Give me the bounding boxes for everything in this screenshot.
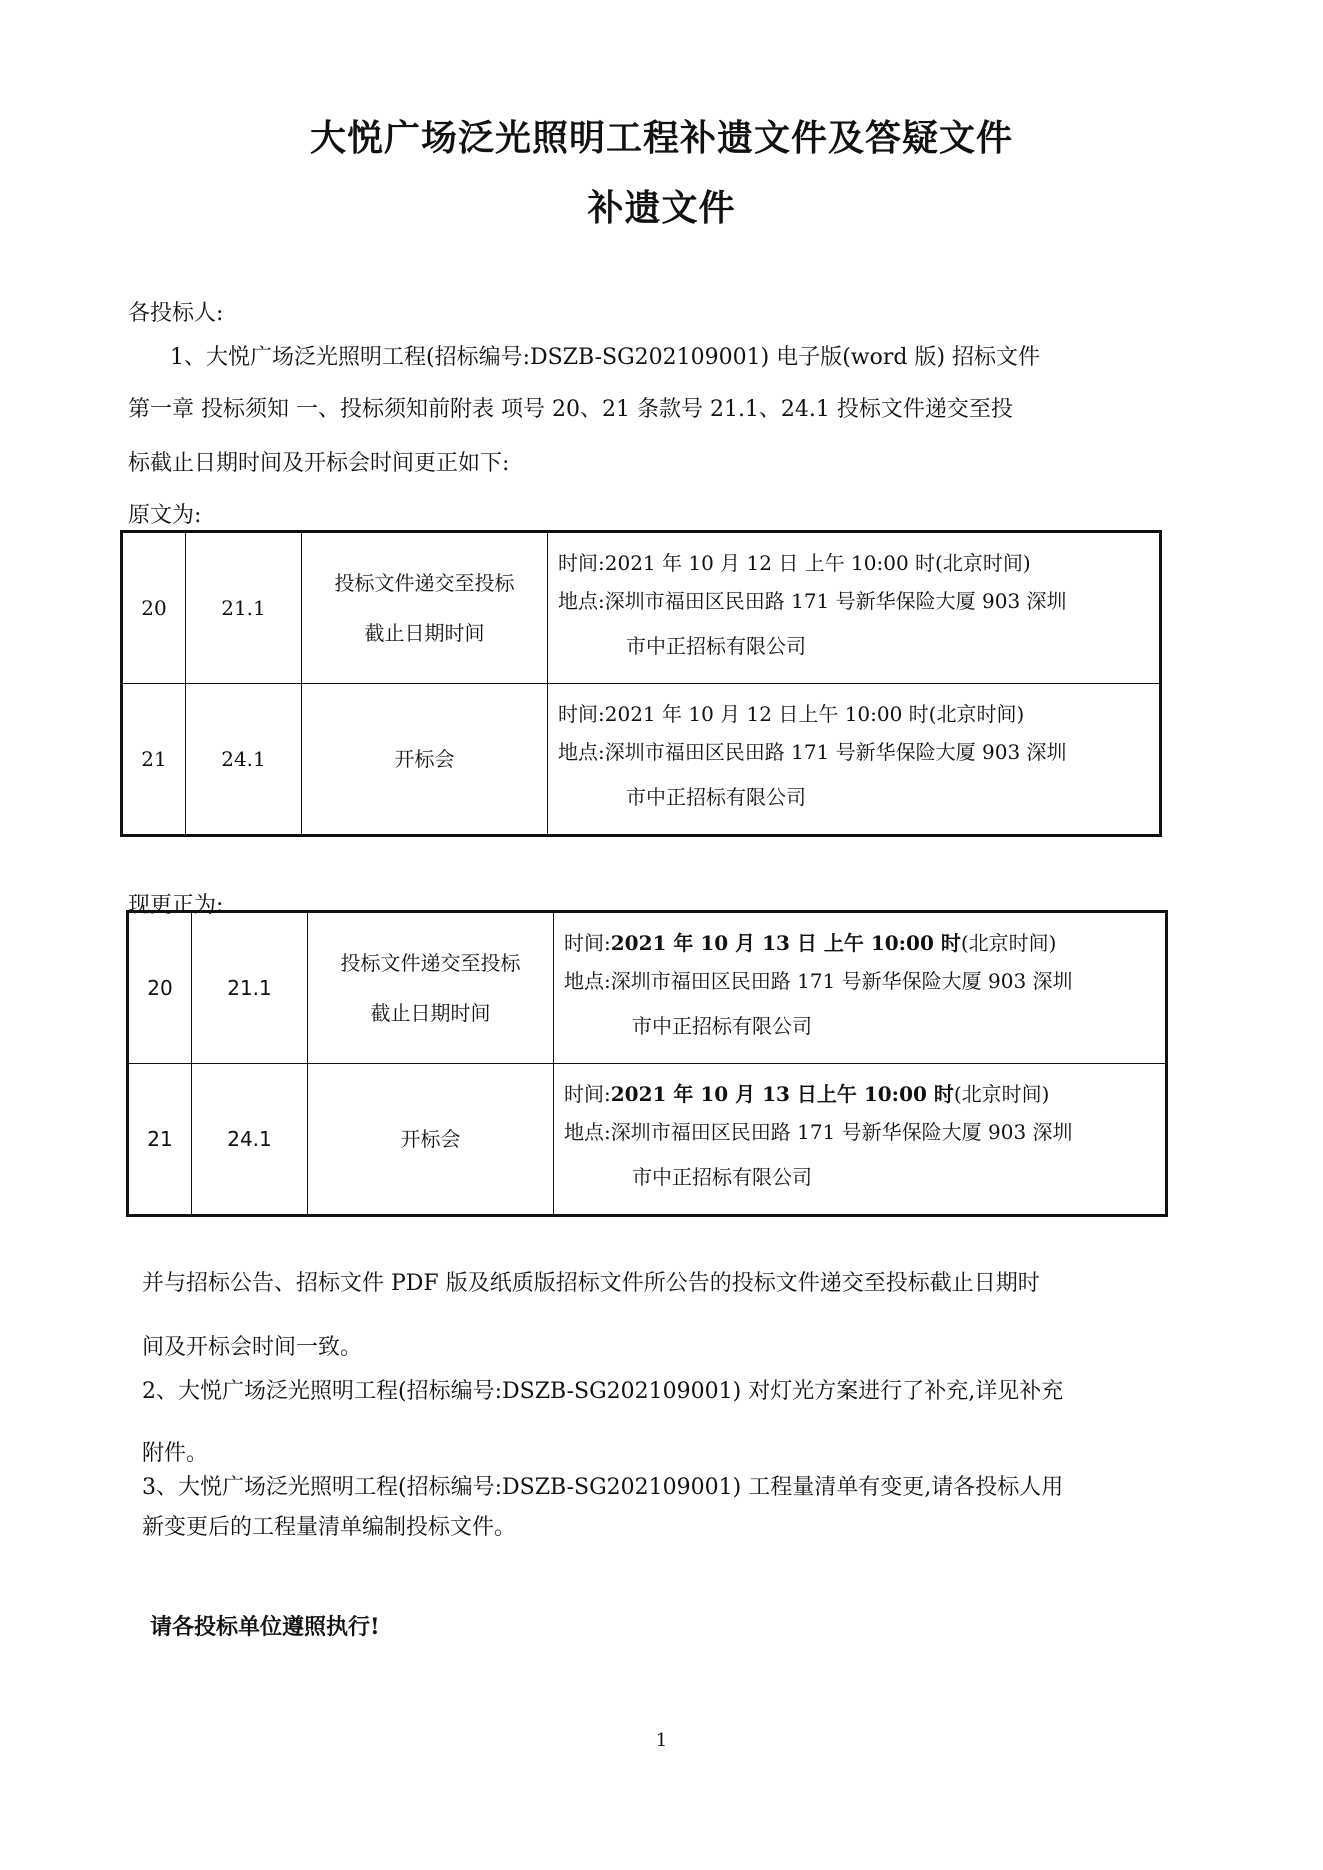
time-suffix: (北京时间) <box>960 931 1057 955</box>
item-cell <box>308 912 554 1064</box>
place-line2: 市中正招标有限公司 <box>632 1165 812 1189</box>
original-table <box>120 530 1162 837</box>
row-number: 21 <box>122 684 186 836</box>
time-suffix: (北京时间) <box>953 1082 1050 1106</box>
place-line <box>564 959 1165 1004</box>
place-line <box>564 1110 1165 1155</box>
original-label: 原文为: <box>128 503 202 528</box>
item-line2: 截止日期时间 <box>370 1001 491 1025</box>
place-line <box>558 730 1159 775</box>
place-line <box>558 579 1159 624</box>
item3-line2: 新变更后的工程量清单编制投标文件。 <box>142 1515 517 1540</box>
item-cell <box>302 532 548 684</box>
time-value: 2021 年 10 月 13 日 上午 10:00 时 <box>610 931 961 955</box>
time-value: 2021 年 10 月 12 日 上午 10:00 时(北京时间) <box>604 551 1031 575</box>
row-number: 20 <box>128 912 192 1064</box>
closing-note: 请各投标单位遵照执行! <box>150 1614 380 1640</box>
item1-line3: 标截止日期时间及开标会时间更正如下: <box>128 451 510 476</box>
item-cell <box>308 1064 554 1216</box>
time-prefix: 时间: <box>558 702 605 726</box>
corrected-label: 现更正为: <box>128 893 224 918</box>
place-value: 深圳市福田区民田路 171 号新华保险大厦 903 深圳 <box>604 740 1067 764</box>
time-line <box>558 547 1159 579</box>
place-prefix: 地点: <box>558 589 605 613</box>
item1-line2: 第一章 投标须知 一、投标须知前附表 项号 20、21 条款号 21.1、24.1 投标文件递交至投 <box>128 397 1013 422</box>
time-value: 2021 年 10 月 12 日上午 10:00 时(北京时间) <box>604 702 1025 726</box>
place-value: 深圳市福田区民田路 171 号新华保险大厦 903 深圳 <box>604 589 1067 613</box>
item-line1: 投标文件递交至投标 <box>340 951 521 975</box>
item2-line1: 2、大悦广场泛光照明工程(招标编号:DSZB-SG202109001) 对灯光方案进行了补充,详见补充 <box>142 1379 1064 1404</box>
consistency-line2: 间及开标会时间一致。 <box>142 1335 363 1360</box>
time-prefix: 时间: <box>564 1082 611 1106</box>
table-row <box>122 532 1161 684</box>
place-prefix: 地点: <box>558 740 605 764</box>
time-line <box>558 698 1159 730</box>
clause-number: 21.1 <box>192 912 308 1064</box>
place-line2: 市中正招标有限公司 <box>626 634 806 658</box>
table-row <box>128 912 1167 1064</box>
item-line1: 开标会 <box>394 747 455 771</box>
time-prefix: 时间: <box>564 931 611 955</box>
document-subtitle: 补遗文件 <box>587 187 736 229</box>
row-number: 21 <box>128 1064 192 1216</box>
clause-number: 24.1 <box>192 1064 308 1216</box>
item-cell <box>302 684 548 836</box>
table-row <box>122 684 1161 836</box>
place-line2: 市中正招标有限公司 <box>632 1014 812 1038</box>
place-line2: 市中正招标有限公司 <box>626 785 806 809</box>
consistency-line1: 并与招标公告、招标文件 PDF 版及纸质版招标文件所公告的投标文件递交至投标截止日期时 <box>142 1271 1040 1296</box>
place-value: 深圳市福田区民田路 171 号新华保险大厦 903 深圳 <box>610 1120 1073 1144</box>
item-line1: 投标文件递交至投标 <box>334 571 515 595</box>
clause-number: 21.1 <box>186 532 302 684</box>
item3-line1: 3、大悦广场泛光照明工程(招标编号:DSZB-SG202109001) 工程量清单有变更,请各投标人用 <box>142 1475 1064 1500</box>
place-value: 深圳市福田区民田路 171 号新华保险大厦 903 深圳 <box>610 969 1073 993</box>
clause-number: 24.1 <box>186 684 302 836</box>
place-prefix: 地点: <box>564 1120 611 1144</box>
content-cell <box>554 912 1167 1064</box>
item-line1: 开标会 <box>400 1127 461 1151</box>
time-line <box>564 1078 1165 1110</box>
time-prefix: 时间: <box>558 551 605 575</box>
place-prefix: 地点: <box>564 969 611 993</box>
time-line <box>564 927 1165 959</box>
item1-line1: 1、大悦广场泛光照明工程(招标编号:DSZB-SG202109001) 电子版(word 版) 招标文件 <box>170 345 1041 370</box>
corrected-table <box>126 910 1168 1217</box>
item2-line2: 附件。 <box>142 1441 209 1466</box>
time-value: 2021 年 10 月 13 日上午 10:00 时 <box>610 1082 954 1106</box>
row-number: 20 <box>122 532 186 684</box>
page-number: 1 <box>655 1730 668 1751</box>
salutation: 各投标人: <box>128 301 224 326</box>
table-row <box>128 1064 1167 1216</box>
content-cell <box>554 1064 1167 1216</box>
document-title: 大悦广场泛光照明工程补遗文件及答疑文件 <box>309 117 1013 159</box>
item-line2: 截止日期时间 <box>364 621 485 645</box>
content-cell <box>548 684 1161 836</box>
content-cell <box>548 532 1161 684</box>
